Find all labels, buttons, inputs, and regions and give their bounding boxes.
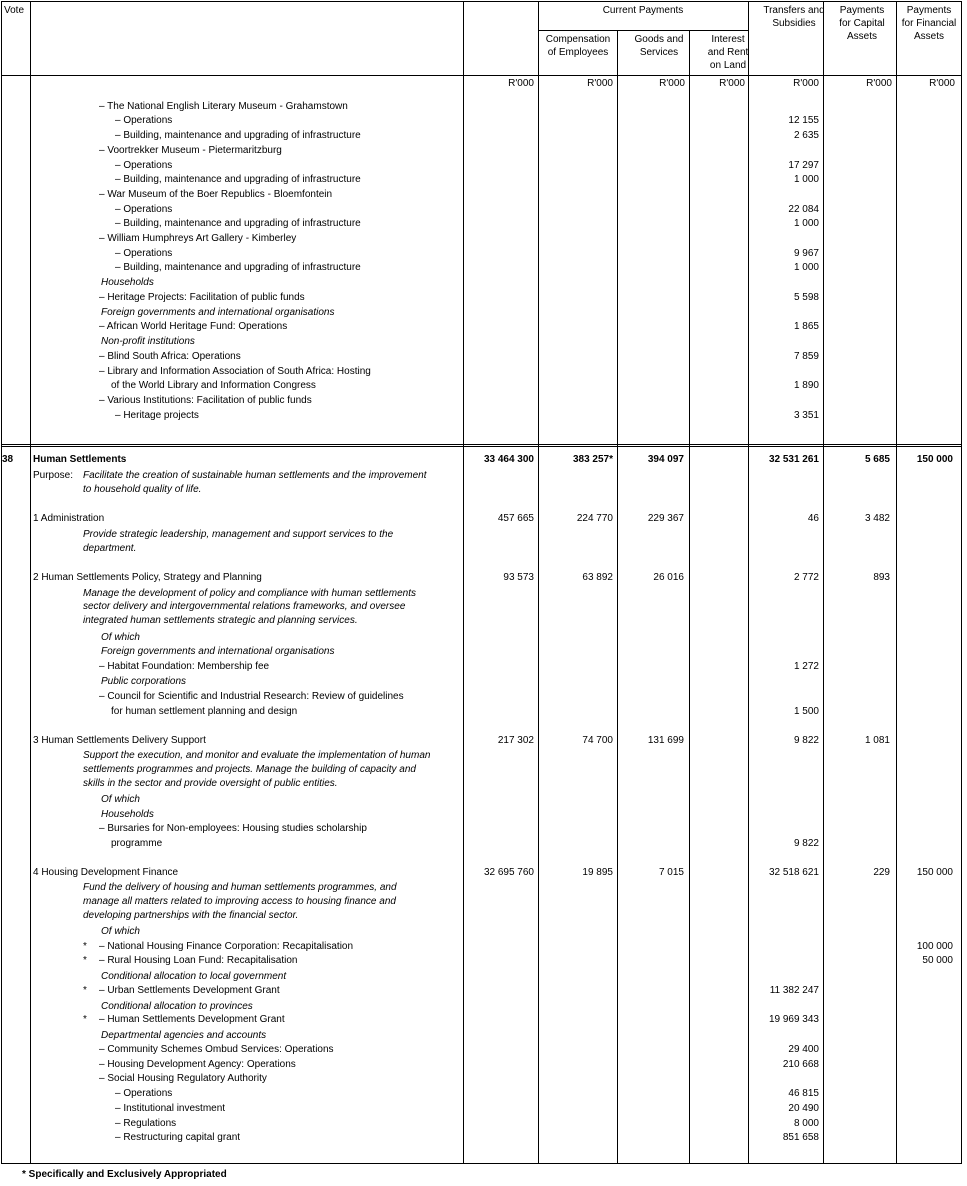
financial-assets-amount: 100 000 xyxy=(916,941,953,952)
transfers-amount: 1 865 xyxy=(793,321,819,332)
table-row xyxy=(0,1131,967,1145)
table-row xyxy=(0,614,967,628)
row-label: 3 Human Settlements Delivery Support xyxy=(33,735,206,746)
transfers-amount: 46 815 xyxy=(788,1088,819,1099)
table-row xyxy=(0,690,967,704)
capital-assets-amount: 5 685 xyxy=(864,454,890,465)
row-label: – Building, maintenance and upgrading of infrastructure xyxy=(115,262,361,273)
row-label: – Operations xyxy=(115,204,173,215)
table-row xyxy=(0,365,967,379)
header-capital-assets: Payments for Capital Assets xyxy=(839,5,885,42)
total-amount: 217 302 xyxy=(497,735,534,746)
row-label: – Building, maintenance and upgrading of infrastructure xyxy=(115,218,361,229)
row-label: – Heritage Projects: Facilitation of public funds xyxy=(99,292,305,303)
table-row xyxy=(0,587,967,601)
row-label: Fund the delivery of housing and human settlements programmes, and xyxy=(83,882,397,893)
total-amount: 457 665 xyxy=(497,513,534,524)
table-row xyxy=(0,114,967,128)
row-label: Foreign governments and international organisations xyxy=(101,646,335,657)
row-label: manage all matters related to improving access to housing finance and xyxy=(83,896,396,907)
transfers-amount: 9 822 xyxy=(793,838,819,849)
table-row xyxy=(0,1087,967,1101)
table-row xyxy=(0,705,967,719)
transfers-amount: 1 000 xyxy=(793,174,819,185)
row-label: – Operations xyxy=(115,248,173,259)
capital-assets-amount: 1 081 xyxy=(864,735,890,746)
unit-interest: R'000 xyxy=(719,78,745,89)
row-label: – Blind South Africa: Operations xyxy=(99,351,241,362)
unit-transfers: R'000 xyxy=(793,78,819,89)
table-row xyxy=(0,734,967,748)
financial-assets-amount: 150 000 xyxy=(916,454,953,465)
header-vote: Vote xyxy=(4,5,25,16)
transfers-amount: 46 xyxy=(807,513,819,524)
row-label: Conditional allocation to provinces xyxy=(101,1001,253,1012)
transfers-amount: 1 272 xyxy=(793,661,819,672)
row-label: – William Humphreys Art Gallery - Kimberley xyxy=(99,233,297,244)
transfers-amount: 9 967 xyxy=(793,248,819,259)
table-row xyxy=(0,394,967,408)
table-row xyxy=(0,129,967,143)
unit-capital: R'000 xyxy=(866,78,892,89)
appropriation-marker: * xyxy=(83,941,87,952)
table-row xyxy=(0,970,967,984)
table-row xyxy=(0,749,967,763)
row-label: – The National English Literary Museum - Grahamstown xyxy=(99,101,348,112)
table-row xyxy=(0,1000,967,1014)
table-row xyxy=(0,528,967,542)
table-row xyxy=(0,173,967,187)
table-row xyxy=(0,159,967,173)
table-row xyxy=(0,306,967,320)
compensation-amount: 383 257* xyxy=(572,454,613,465)
section-rule-1 xyxy=(1,444,962,445)
transfers-amount: 11 382 247 xyxy=(769,985,819,996)
row-label: 1 Administration xyxy=(33,513,105,524)
table-row xyxy=(0,261,967,275)
total-amount: 32 695 760 xyxy=(483,867,534,878)
table-row xyxy=(0,777,967,791)
row-label: sector delivery and intergovernmental relations frameworks, and oversee xyxy=(83,601,406,612)
compensation-amount: 74 700 xyxy=(582,735,613,746)
transfers-amount: 17 297 xyxy=(788,160,819,171)
table-row xyxy=(0,631,967,645)
goods-services-amount: 131 699 xyxy=(647,735,684,746)
row-label: – Building, maintenance and upgrading of infrastructure xyxy=(115,130,361,141)
unit-goods: R'000 xyxy=(659,78,685,89)
row-label: Purpose: xyxy=(33,470,74,481)
capital-assets-amount: 3 482 xyxy=(864,513,890,524)
table-row xyxy=(0,837,967,851)
row-label: – National Housing Finance Corporation: Recapitalisation xyxy=(99,941,354,952)
table-row xyxy=(0,895,967,909)
header-goods-services: Goods and Services xyxy=(634,34,684,58)
row-label: – Voortrekker Museum - Pietermaritzburg xyxy=(99,145,282,156)
total-amount: 33 464 300 xyxy=(483,454,534,465)
header-financial-assets: Payments for Financial Assets xyxy=(901,5,957,42)
table-row xyxy=(0,822,967,836)
table-row xyxy=(0,1043,967,1057)
table-row xyxy=(0,276,967,290)
table-row xyxy=(0,320,967,334)
row-label: – African World Heritage Fund: Operations xyxy=(99,321,288,332)
footnote: * Specifically and Exclusively Appropriated xyxy=(22,1169,227,1180)
row-label: – Various Institutions: Facilitation of public funds xyxy=(99,395,312,406)
header-transfers-subsidies: Transfers and Subsidies xyxy=(763,5,825,29)
table-row xyxy=(0,808,967,822)
row-label: for human settlement planning and design xyxy=(111,706,298,717)
table-row xyxy=(0,247,967,261)
row-label: department. xyxy=(83,543,137,554)
row-label: to household quality of life. xyxy=(83,484,202,495)
table-row xyxy=(0,483,967,497)
goods-services-amount: 7 015 xyxy=(658,867,684,878)
row-label: Of which xyxy=(101,926,140,937)
row-label: integrated human settlements strategic and planning services. xyxy=(83,615,358,626)
transfers-amount: 7 859 xyxy=(793,351,819,362)
row-label: Of which xyxy=(101,794,140,805)
table-row xyxy=(0,675,967,689)
row-label: developing partnerships with the financial sector. xyxy=(83,910,299,921)
table-row xyxy=(0,335,967,349)
table-row xyxy=(0,469,967,483)
transfers-amount: 20 490 xyxy=(788,1103,819,1114)
row-label: – Regulations xyxy=(115,1118,177,1129)
goods-services-amount: 26 016 xyxy=(653,572,684,583)
row-label: 2 Human Settlements Policy, Strategy and Planning xyxy=(33,572,262,583)
transfers-amount: 3 351 xyxy=(793,410,819,421)
compensation-amount: 19 895 xyxy=(582,867,613,878)
row-label: of the World Library and Information Congress xyxy=(111,380,316,391)
row-label: 4 Housing Development Finance xyxy=(33,867,179,878)
current-payments-rule xyxy=(538,30,748,31)
table-row xyxy=(0,866,967,880)
row-label: Provide strategic leadership, management and support services to the xyxy=(83,529,394,540)
row-label: – Housing Development Agency: Operations xyxy=(99,1059,296,1070)
financial-assets-amount: 150 000 xyxy=(916,867,953,878)
row-label: – Operations xyxy=(115,1088,173,1099)
row-label: Public corporations xyxy=(101,676,187,687)
row-label: Non-profit institutions xyxy=(101,336,195,347)
transfers-amount: 210 668 xyxy=(782,1059,819,1070)
transfers-amount: 2 772 xyxy=(793,572,819,583)
row-label: – Heritage projects xyxy=(115,410,199,421)
table-row xyxy=(0,940,967,954)
transfers-amount: 32 531 261 xyxy=(768,454,819,465)
table-row xyxy=(0,1013,967,1027)
table-row xyxy=(0,571,967,585)
row-label: Facilitate the creation of sustainable human settlements and the improvement xyxy=(83,470,427,481)
transfers-amount: 12 155 xyxy=(788,115,819,126)
compensation-amount: 224 770 xyxy=(576,513,613,524)
row-label: Households xyxy=(101,277,154,288)
table-row xyxy=(0,763,967,777)
table-row xyxy=(0,1102,967,1116)
goods-services-amount: 229 367 xyxy=(647,513,684,524)
financial-assets-amount: 50 000 xyxy=(922,955,953,966)
transfers-amount: 1 000 xyxy=(793,218,819,229)
table-row xyxy=(0,217,967,231)
compensation-amount: 63 892 xyxy=(582,572,613,583)
row-label: – Human Settlements Development Grant xyxy=(99,1014,285,1025)
row-label: – Operations xyxy=(115,115,173,126)
table-row xyxy=(0,925,967,939)
transfers-amount: 9 822 xyxy=(793,735,819,746)
total-amount: 93 573 xyxy=(503,572,534,583)
row-label: – Building, maintenance and upgrading of infrastructure xyxy=(115,174,361,185)
row-label: – Community Schemes Ombud Services: Operations xyxy=(99,1044,334,1055)
goods-services-amount: 394 097 xyxy=(647,454,684,465)
table-row xyxy=(0,660,967,674)
row-label: – War Museum of the Boer Republics - Bloemfontein xyxy=(99,189,333,200)
table-row xyxy=(0,350,967,364)
row-label: Manage the development of policy and compliance with human settlements xyxy=(83,588,416,599)
row-label: – Library and Information Association of South Africa: Hosting xyxy=(99,366,371,377)
row-label: programme xyxy=(111,838,163,849)
transfers-amount: 5 598 xyxy=(793,292,819,303)
capital-assets-amount: 893 xyxy=(873,572,890,583)
table-row xyxy=(0,188,967,202)
transfers-amount: 1 890 xyxy=(793,380,819,391)
table-row xyxy=(0,1058,967,1072)
row-label: – Council for Scientific and Industrial Research: Review of guidelines xyxy=(99,691,404,702)
row-label: – Restructuring capital grant xyxy=(115,1132,241,1143)
row-label: Support the execution, and monitor and evaluate the implementation of human xyxy=(83,750,431,761)
row-label: Households xyxy=(101,809,154,820)
row-label: – Habitat Foundation: Membership fee xyxy=(99,661,270,672)
header-bottom-rule xyxy=(1,75,962,76)
header-interest-rent: Interest and Rent on Land xyxy=(707,34,749,71)
table-row xyxy=(0,1117,967,1131)
table-row xyxy=(0,542,967,556)
row-label: – Social Housing Regulatory Authority xyxy=(99,1073,267,1084)
row-label: – Urban Settlements Development Grant xyxy=(99,985,280,996)
appropriation-marker: * xyxy=(83,1014,87,1025)
row-label: – Institutional investment xyxy=(115,1103,226,1114)
transfers-amount: 29 400 xyxy=(788,1044,819,1055)
row-label: Of which xyxy=(101,632,140,643)
transfers-amount: 1 000 xyxy=(793,262,819,273)
row-label: Conditional allocation to local government xyxy=(101,971,287,982)
transfers-amount: 22 084 xyxy=(788,204,819,215)
table-row xyxy=(0,512,967,526)
vote-number: 38 xyxy=(2,454,14,465)
row-label: Foreign governments and international organisations xyxy=(101,307,335,318)
unit-financial: R'000 xyxy=(929,78,955,89)
appropriation-marker: * xyxy=(83,955,87,966)
table-row xyxy=(0,291,967,305)
transfers-amount: 19 969 343 xyxy=(768,1014,819,1025)
unit-compensation: R'000 xyxy=(587,78,613,89)
row-label: Human Settlements xyxy=(33,454,127,465)
header-current-payments: Current Payments xyxy=(602,5,684,16)
transfers-amount: 2 635 xyxy=(793,130,819,141)
row-label: Departmental agencies and accounts xyxy=(101,1030,267,1041)
table-row xyxy=(0,232,967,246)
table-row xyxy=(0,453,967,467)
unit-total: R'000 xyxy=(508,78,534,89)
table-row xyxy=(0,645,967,659)
transfers-amount: 32 518 621 xyxy=(768,867,819,878)
table-row xyxy=(0,144,967,158)
row-label: – Operations xyxy=(115,160,173,171)
header-compensation: Compensation of Employees xyxy=(545,34,611,58)
row-label: – Bursaries for Non-employees: Housing studies scholarship xyxy=(99,823,367,834)
table-row xyxy=(0,100,967,114)
row-label: skills in the sector and provide oversight of public entities. xyxy=(83,778,338,789)
row-label: settlements programmes and projects. Manage the building of capacity and xyxy=(83,764,416,775)
section-rule-2 xyxy=(1,446,962,447)
table-row xyxy=(0,881,967,895)
table-row xyxy=(0,984,967,998)
table-row xyxy=(0,909,967,923)
table-row xyxy=(0,409,967,423)
table-row xyxy=(0,954,967,968)
table-row xyxy=(0,793,967,807)
capital-assets-amount: 229 xyxy=(873,867,890,878)
transfers-amount: 851 658 xyxy=(782,1132,819,1143)
table-row xyxy=(0,379,967,393)
appropriation-marker: * xyxy=(83,985,87,996)
table-row xyxy=(0,1072,967,1086)
row-label: – Rural Housing Loan Fund: Recapitalisation xyxy=(99,955,298,966)
table-row xyxy=(0,600,967,614)
table-row xyxy=(0,203,967,217)
transfers-amount: 1 500 xyxy=(793,706,819,717)
table-row xyxy=(0,1029,967,1043)
transfers-amount: 8 000 xyxy=(793,1118,819,1129)
